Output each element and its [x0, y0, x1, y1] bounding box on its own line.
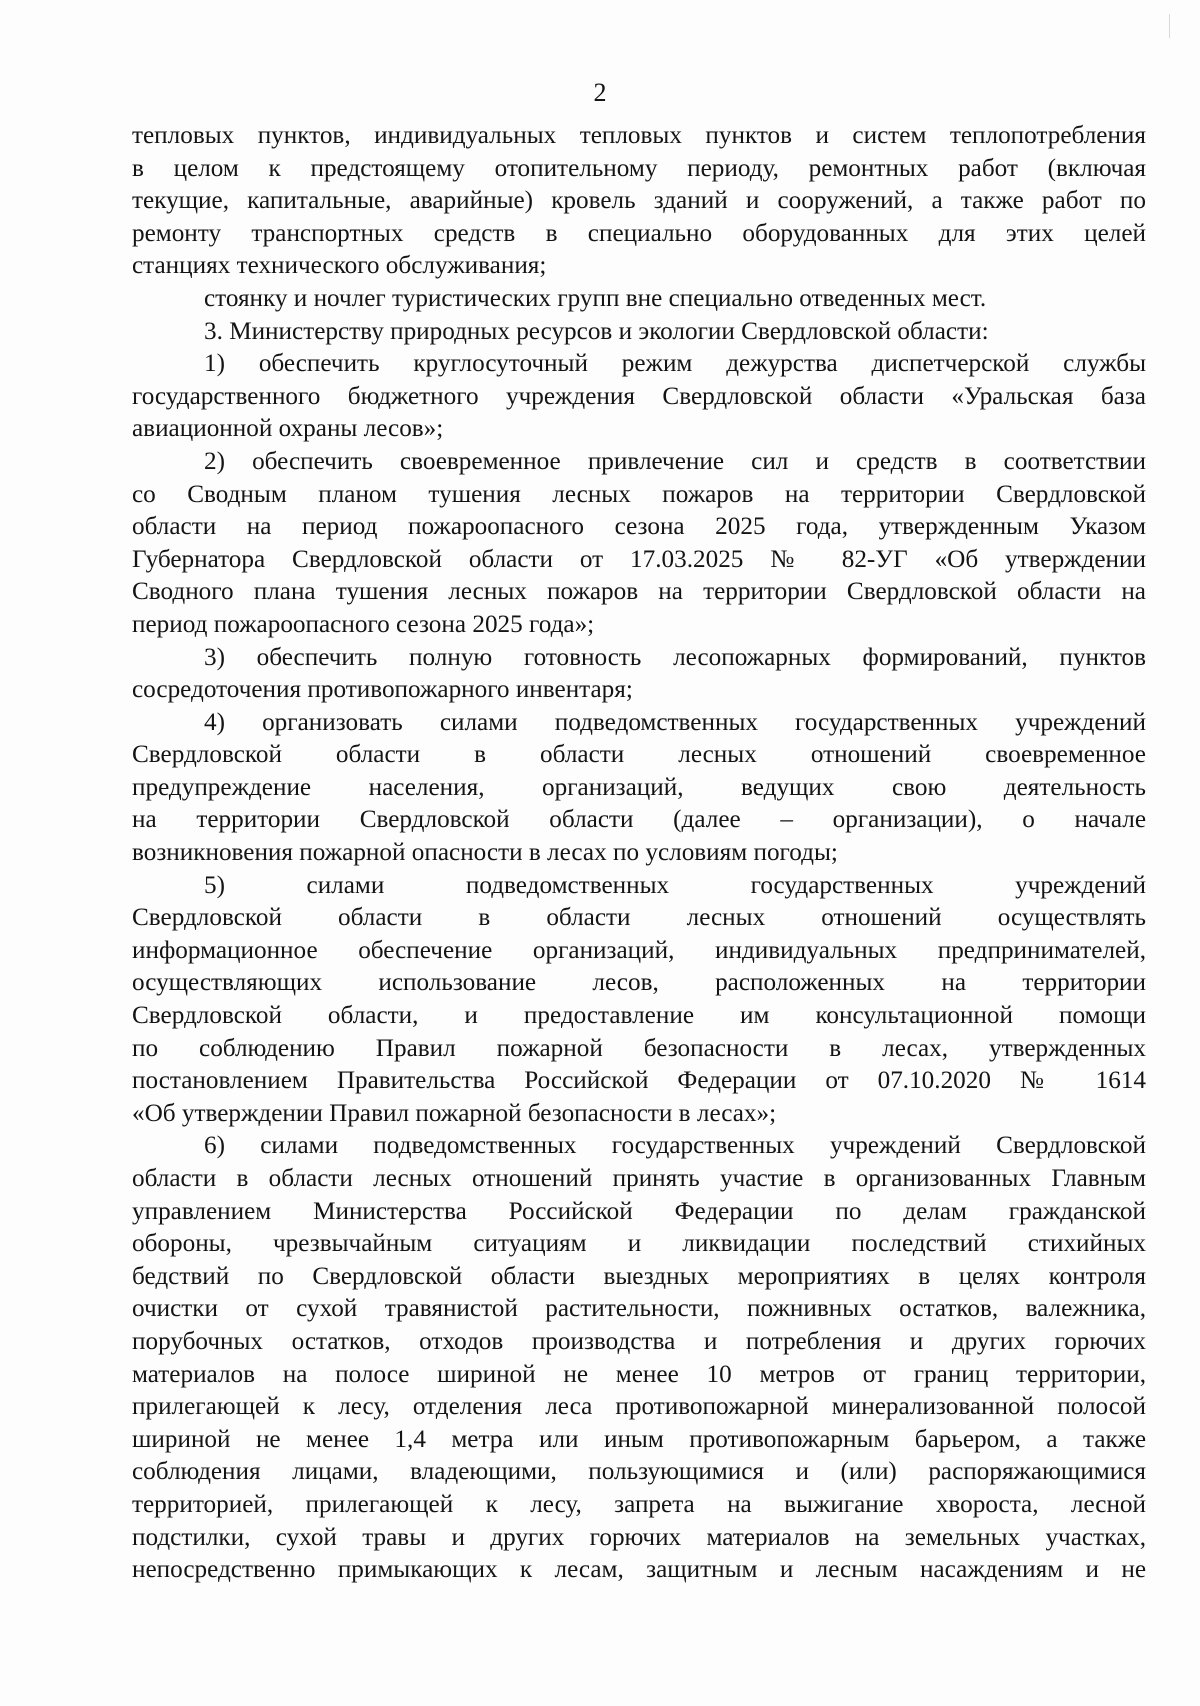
text-line: соблюдения лицами, владеющими, пользующимися и (или) распоряжающимися: [132, 1458, 1146, 1486]
text-line: тепловых пунктов, индивидуальных тепловых пунктов и систем теплопотребления: [132, 122, 1146, 149]
text-line: постановлением Правительства Российской Федерации от 07.10.2020 № 1614: [132, 1067, 1146, 1095]
text-line: текущие, капитальные, аварийные) кровель зданий и сооружений, а также работ по: [132, 187, 1146, 215]
text-line: Губернатора Свердловской области от 17.03.2025 № 82-УГ «Об утверждении: [132, 545, 1146, 573]
text-line: подстилки, сухой травы и других горючих материалов на земельных участках,: [132, 1523, 1146, 1551]
text-line: государственного бюджетного учреждения Свердловской области «Уральская база: [132, 382, 1146, 410]
text-line: 5) силами подведомственных государственных учреждений: [204, 871, 1146, 899]
text-line: 6) силами подведомственных государственных учреждений Свердловской: [204, 1132, 1146, 1160]
text-line: Свердловской области, и предоставление им консультационной помощи: [132, 1002, 1146, 1030]
text-line: обороны, чрезвычайным ситуациям и ликвидации последствий стихийных: [132, 1230, 1146, 1258]
text-line: 1) обеспечить круглосуточный режим дежурства диспетчерской службы: [204, 350, 1146, 378]
text-line: на территории Свердловской области (далее – организации), о начале: [132, 806, 1146, 834]
text-line: территорией, прилегающей к лесу, запрета на выжигание хвороста, лесной: [132, 1490, 1146, 1518]
text-line: Свердловской области в области лесных отношений осуществлять: [132, 904, 1146, 932]
text-line: стоянку и ночлег туристических групп вне специально отведенных мест.: [204, 284, 987, 312]
text-line: области на период пожароопасного сезона 2025 года, утвержденным Указом: [132, 513, 1146, 541]
text-line: возникновения пожарной опасности в лесах по условиям погоды;: [132, 839, 838, 867]
text-line: со Сводным планом тушения лесных пожаров на территории Свердловской: [132, 480, 1146, 508]
text-line: 4) организовать силами подведомственных государственных учреждений: [204, 708, 1146, 736]
text-line: бедствий по Свердловской области выездных мероприятиях в целях контроля: [132, 1262, 1146, 1290]
text-line: непосредственно примыкающих к лесам, защитным и лесным насаждениям и не: [132, 1556, 1146, 1584]
text-line: Сводного плана тушения лесных пожаров на территории Свердловской области на: [132, 578, 1146, 606]
text-line: 3. Министерству природных ресурсов и экологии Свердловской области:: [204, 317, 989, 345]
text-line: области в области лесных отношений принять участие в организованных Главным: [132, 1165, 1146, 1192]
text-line: управлением Министерства Российской Федерации по делам гражданской: [132, 1197, 1146, 1225]
text-line: станциях технического обслуживания;: [132, 252, 547, 280]
text-line: осуществляющих использование лесов, расположенных на территории: [132, 969, 1146, 997]
text-line: порубочных остатков, отходов производства и потребления и других горючих: [132, 1327, 1146, 1355]
text-line: период пожароопасного сезона 2025 года»;: [132, 610, 595, 638]
text-line: 3) обеспечить полную готовность лесопожарных формирований, пунктов: [204, 643, 1146, 671]
text-line: авиационной охраны лесов»;: [132, 415, 444, 443]
text-line: материалов на полосе шириной не менее 10 метров от границ территории,: [132, 1360, 1146, 1388]
text-line: ремонту транспортных средств в специально оборудованных для этих целей: [132, 219, 1146, 247]
text-line: предупреждение населения, организаций, ведущих свою деятельность: [132, 773, 1146, 801]
document-body: [132, 120, 1146, 1587]
text-line: сосредоточения противопожарного инвентаря;: [132, 676, 633, 704]
scan-edge-mark: [1169, 14, 1170, 38]
text-line: Свердловской области в области лесных отношений своевременное: [132, 741, 1146, 769]
text-line: информационное обеспечение организаций, индивидуальных предпринимателей,: [132, 936, 1146, 964]
text-line: 2) обеспечить своевременное привлечение сил и средств в соответствии: [204, 447, 1146, 475]
text-line: в целом к предстоящему отопительному периоду, ремонтных работ (включая: [132, 154, 1146, 182]
text-line: прилегающей к лесу, отделения леса противопожарной минерализованной полосой: [132, 1393, 1146, 1421]
text-line: очистки от сухой травянистой растительности, пожнивных остатков, валежника,: [132, 1295, 1146, 1323]
text-line: шириной не менее 1,4 метра или иным противопожарным барьером, а также: [132, 1425, 1146, 1453]
page-number: 2: [593, 78, 607, 107]
text-line: по соблюдению Правил пожарной безопасности в лесах, утвержденных: [132, 1034, 1146, 1062]
text-line: «Об утверждении Правил пожарной безопасности в лесах»;: [132, 1099, 777, 1127]
